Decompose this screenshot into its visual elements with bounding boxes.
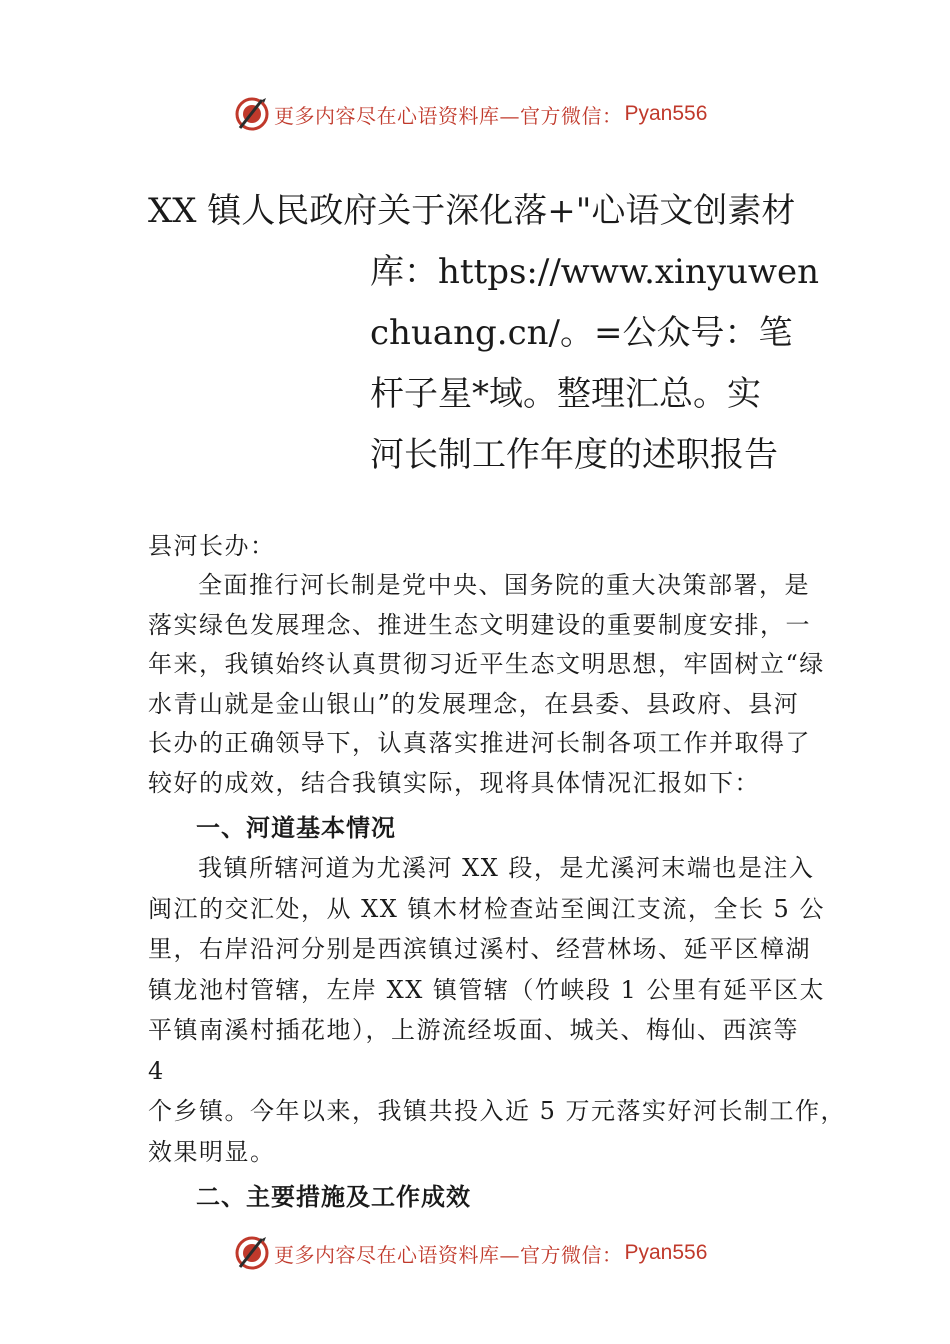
header-banner (0, 94, 950, 134)
section-1-paragraph (148, 848, 847, 1172)
intro-paragraph (148, 566, 825, 803)
paragraph-line: 镇龙池村管辖，左岸 XX 镇管辖（竹峡段 1 公里有延平区太 (148, 975, 825, 1004)
salutation: 县河长办： (148, 532, 276, 560)
document-title-line-2: 库：https://www.xinyuwen (370, 252, 820, 292)
paragraph-line: 4 (148, 1056, 165, 1085)
paragraph-line: 个乡镇。今年以来，我镇共投入近 5 万元落实好河长制工作， (148, 1097, 847, 1125)
paragraph-line: 我镇所辖河道为尤溪河 XX 段，是尤溪河末端也是注入 (198, 854, 815, 882)
paragraph-line: 平镇南溪村插花地），上游流经坂面、城关、梅仙、西滨等 (148, 1016, 799, 1044)
paragraph-line: 里，右岸沿河分别是西滨镇过溪村、经营林场、延平区樟湖 (148, 935, 811, 963)
paragraph-line: 落实绿色发展理念、推进生态文明建设的重要制度安排，一 (148, 610, 811, 639)
document-title-line-3: chuang.cn/。=公众号：笔 (370, 313, 793, 353)
paragraph-line: 水青山就是金山银山”的发展理念，在县委、县政府、县河 (148, 689, 800, 718)
document-title-line-5: 河长制工作年度的述职报告 (370, 435, 778, 475)
paragraph-line: 闽江的交汇处，从 XX 镇木材检查站至闽江支流，全长 5 公 (148, 894, 825, 923)
document-title-continuation (370, 242, 820, 486)
section-2-heading: 二、主要措施及工作成效 (196, 1183, 471, 1211)
banner-content (232, 94, 707, 134)
paragraph-line: 全面推行河长制是党中央、国务院的重大决策部署，是 (198, 571, 810, 599)
salutation-block (148, 527, 810, 567)
wechat-id: Pyan556 (624, 102, 708, 125)
banner-text: 更多内容尽在心语资料库—官方微信： (274, 1242, 623, 1267)
paragraph-line: 长办的正确领导下，认真落实推进河长制各项工作并取得了 (148, 729, 811, 757)
section-1-heading: 一、河道基本情况 (196, 814, 396, 842)
paragraph-line: 较好的成效，结合我镇实际，现将具体情况汇报如下： (148, 768, 760, 797)
pen-logo-icon (232, 94, 272, 134)
footer-banner (0, 1233, 950, 1273)
wechat-id: Pyan556 (624, 1241, 708, 1264)
document-title-line-4: 杆子星*域。整理汇总。实 (370, 374, 761, 414)
pen-logo-icon (232, 1233, 272, 1273)
paragraph-line: 年来，我镇始终认真贯彻习近平生态文明思想，牢固树立“绿 (148, 650, 825, 678)
banner-content (232, 1233, 707, 1273)
banner-text: 更多内容尽在心语资料库—官方微信： (274, 103, 623, 128)
document-title-line-1: XX 镇人民政府关于深化落+"心语文创素材 (148, 191, 796, 231)
paragraph-line: 效果明显。 (148, 1137, 276, 1166)
